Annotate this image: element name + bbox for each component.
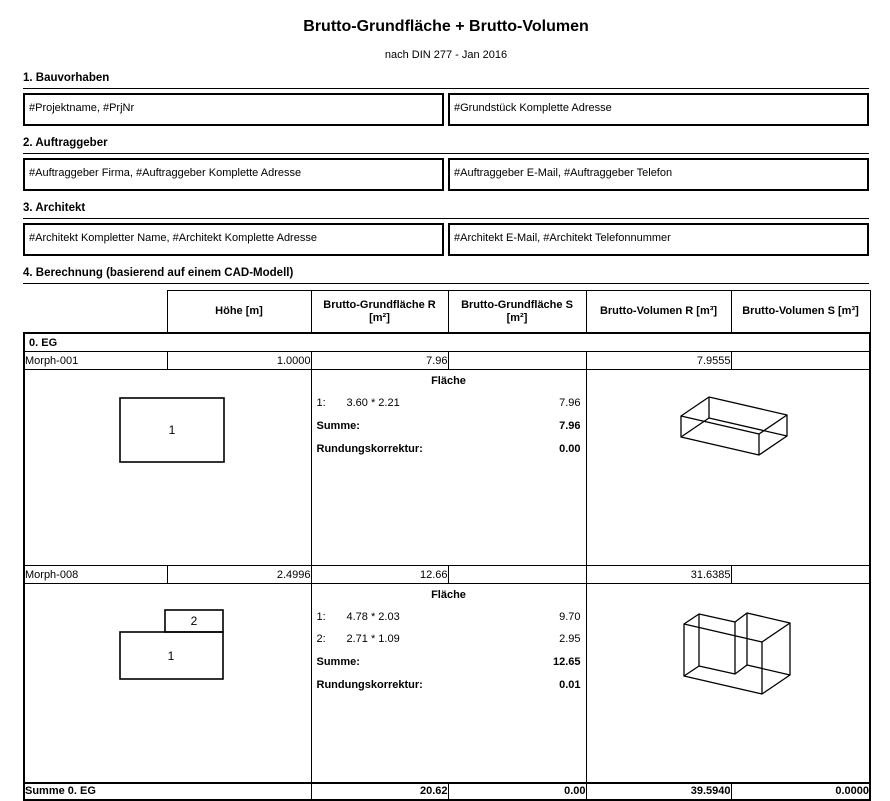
section-auftraggeber (23, 137, 869, 191)
header-blank-cell (24, 291, 167, 334)
header-bgf-r: Brutto-Grundfläche R [m²] (311, 291, 448, 334)
section-heading-auftraggeber: 2. Auftraggeber (23, 137, 869, 154)
section-heading-berechnung: 4. Berechnung (basierend auf einem CAD-Modell) (23, 267, 869, 284)
morph-bv-s (731, 352, 870, 370)
projekt-field: #Projektname, #PrjNr (23, 93, 444, 126)
morph-bgf-r: 7.96 (311, 352, 448, 370)
table-row (24, 566, 870, 584)
storey-label: 0. EG (24, 333, 870, 352)
header-bv-r: Brutto-Volumen R [m³] (586, 291, 731, 334)
total-label: Summe 0. EG (24, 783, 311, 800)
flaeche-cell (311, 370, 586, 566)
iso-view-cell (586, 370, 870, 566)
plan-area-label: 1 (167, 649, 175, 663)
iso-view-drawing (587, 584, 871, 781)
flaeche-title: Fläche (431, 375, 466, 387)
summe-line: Summe: 12.65 (316, 656, 581, 668)
header-hoehe: Höhe [m] (167, 291, 311, 334)
section-bauvorhaben (23, 72, 869, 126)
plan-area-label: 1 (168, 423, 176, 437)
architekt-name-field: #Architekt Kompletter Name, #Architekt Komplette Adresse (23, 223, 444, 256)
flaeche-cell (311, 584, 586, 783)
plan-view-drawing (25, 370, 310, 564)
total-bv-s: 0.0000 (731, 783, 870, 800)
storey-band-row (24, 333, 870, 352)
morph-hoehe: 1.0000 (167, 352, 311, 370)
summe-line: Summe: 7.96 (316, 420, 581, 432)
flaeche-item: 2: 2.71 * 1.09 2.95 (316, 633, 581, 645)
architekt-fields (23, 223, 869, 256)
grundstueck-field: #Grundstück Komplette Adresse (448, 93, 869, 126)
morph-bv-r: 7.9555 (586, 352, 731, 370)
total-bv-r: 39.5940 (586, 783, 731, 800)
plan-view-cell (24, 584, 311, 783)
morph-name: Morph-008 (24, 566, 167, 584)
total-row (24, 783, 870, 800)
bauvorhaben-fields (23, 93, 869, 126)
header-bgf-s: Brutto-Grundfläche S [m²] (448, 291, 586, 334)
iso-view-cell (586, 584, 870, 783)
total-bgf-s: 0.00 (448, 783, 586, 800)
detail-row (24, 584, 870, 783)
morph-bgf-s (448, 566, 586, 584)
section-architekt (23, 202, 869, 256)
rundung-line: Rundungskorrektur: 0.01 (316, 679, 581, 691)
plan-view-drawing (25, 584, 310, 781)
flaeche-item: 1: 3.60 * 2.21 7.96 (316, 397, 581, 409)
morph-bv-r: 31.6385 (586, 566, 731, 584)
report-subtitle: nach DIN 277 - Jan 2016 (384, 49, 508, 61)
morph-bv-s (731, 566, 870, 584)
morph-bgf-r: 12.66 (311, 566, 448, 584)
auftraggeber-fields (23, 158, 869, 191)
table-header-row (24, 291, 870, 334)
header-bv-s: Brutto-Volumen S [m³] (731, 291, 870, 334)
morph-name: Morph-001 (24, 352, 167, 370)
flaeche-item: 1: 4.78 * 2.03 9.70 (316, 611, 581, 623)
plan-area-label: 2 (190, 614, 198, 628)
section-heading-bauvorhaben: 1. Bauvorhaben (23, 72, 869, 89)
auftraggeber-firma-field: #Auftraggeber Firma, #Auftraggeber Komplette Adresse (23, 158, 444, 191)
morph-bgf-s (448, 352, 586, 370)
table-row (24, 352, 870, 370)
iso-view-drawing (587, 370, 871, 564)
detail-row (24, 370, 870, 566)
auftraggeber-kontakt-field: #Auftraggeber E-Mail, #Auftraggeber Telefon (448, 158, 869, 191)
flaeche-title: Fläche (431, 589, 466, 601)
total-bgf-r: 20.62 (311, 783, 448, 800)
plan-view-cell (24, 370, 311, 566)
report-title: Brutto-Grundfläche + Brutto-Volumen (303, 18, 589, 35)
architekt-kontakt-field: #Architekt E-Mail, #Architekt Telefonnummer (448, 223, 869, 256)
calculation-table (23, 290, 871, 801)
rundung-line: Rundungskorrektur: 0.00 (316, 443, 581, 455)
morph-hoehe: 2.4996 (167, 566, 311, 584)
section-heading-architekt: 3. Architekt (23, 202, 869, 219)
